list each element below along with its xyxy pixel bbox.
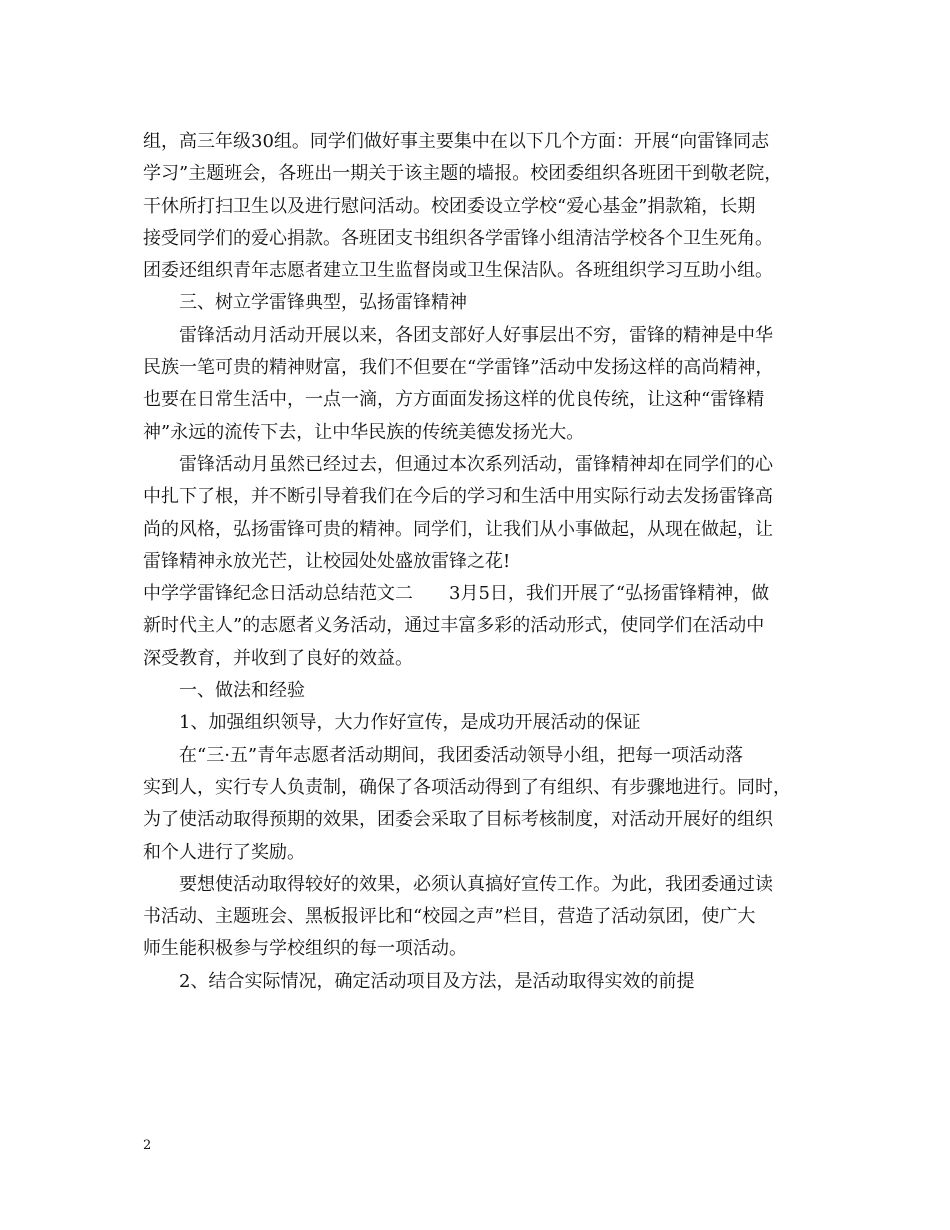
- text-line: 团委还组织青年志愿者建立卫生监督岗或卫生保洁队。各班组织学习互助小组。: [143, 260, 773, 282]
- text-line: 尚的风格，弘扬雷锋可贵的精神。同学们，让我们从小事做起，从现在做起，让: [143, 518, 773, 540]
- text-line: 中学学雷锋纪念日活动总结范文二 3月5日，我们开展了“弘扬雷锋精神，做: [143, 583, 770, 605]
- text-line: 书活动、主题班会、黑板报评比和“校园之声”栏目，营造了活动氛团，使广大: [143, 906, 756, 928]
- text-line: 神”永远的流传下去，让中华民族的传统美德发扬光大。: [143, 421, 585, 443]
- body-text: [143, 126, 807, 998]
- text-line: 为了使活动取得预期的效果，团委会采取了目标考核制度，对活动开展好的组织: [143, 809, 773, 831]
- text-line: 干休所打扫卫生以及进行慰问活动。校团委设立学校“爱心基金”捐款箱，长期: [143, 195, 756, 217]
- text-line: 也要在日常生活中，一点一滴，方方面面发扬这样的优良传统，让这种“雷锋精: [143, 389, 765, 411]
- text-line: 雷锋精神永放光芒，让校园处处盛放雷锋之花!: [143, 550, 511, 572]
- text-line: 中扎下了根，并不断引导着我们在今后的学习和生活中用实际行动去发扬雷锋高: [143, 486, 773, 508]
- text-line: 和个人进行了奖励。: [143, 841, 305, 863]
- text-line: 民族一笔可贵的精神财富，我们不但要在“学雷锋”活动中发扬这样的高尚精神，: [143, 357, 774, 379]
- text-line: 接受同学们的爱心捐款。各班团支书组织各学雷锋小组清洁学校各个卫生死角。: [143, 227, 773, 249]
- text-line: 组，高三年级30组。同学们做好事主要集中在以下几个方面：开展“向雷锋同志: [143, 131, 770, 152]
- text-line: 深受教育，并收到了良好的效益。: [143, 647, 413, 669]
- text-line: 在“三·五”青年志愿者活动期间，我团委活动领导小组，把每一项活动落: [179, 744, 744, 766]
- text-line: 要想使活动取得较好的效果，必须认真搞好宣传工作。为此，我团委通过读: [179, 873, 773, 895]
- text-line: 一、做法和经验: [179, 680, 305, 702]
- text-line: 三、树立学雷锋典型，弘扬雷锋精神: [179, 292, 467, 314]
- text-line: 雷锋活动月虽然已经过去，但通过本次系列活动，雷锋精神却在同学们的心: [179, 453, 773, 475]
- text-line: 2、结合实际情况，确定活动项目及方法，是活动取得实效的前提: [179, 970, 695, 992]
- text-line: 1、加强组织领导，大力作好宣传，是成功开展活动的保证: [179, 712, 641, 734]
- text-line: 实到人，实行专人负责制，确保了各项活动得到了有组织、有步骤地进行。同时，: [143, 776, 791, 798]
- text-line: 学习”主题班会，各班出一期关于该主题的墙报。校团委组织各班团干到敬老院，: [143, 163, 783, 185]
- page-number: 2: [143, 1138, 152, 1153]
- text-line: 新时代主人”的志愿者义务活动，通过丰富多彩的活动形式，使同学们在活动中: [143, 615, 765, 637]
- text-line: 雷锋活动月活动开展以来，各团支部好人好事层出不穷，雷锋的精神是中华: [179, 324, 773, 346]
- text-line: 师生能积极参与学校组织的每一项活动。: [143, 938, 467, 960]
